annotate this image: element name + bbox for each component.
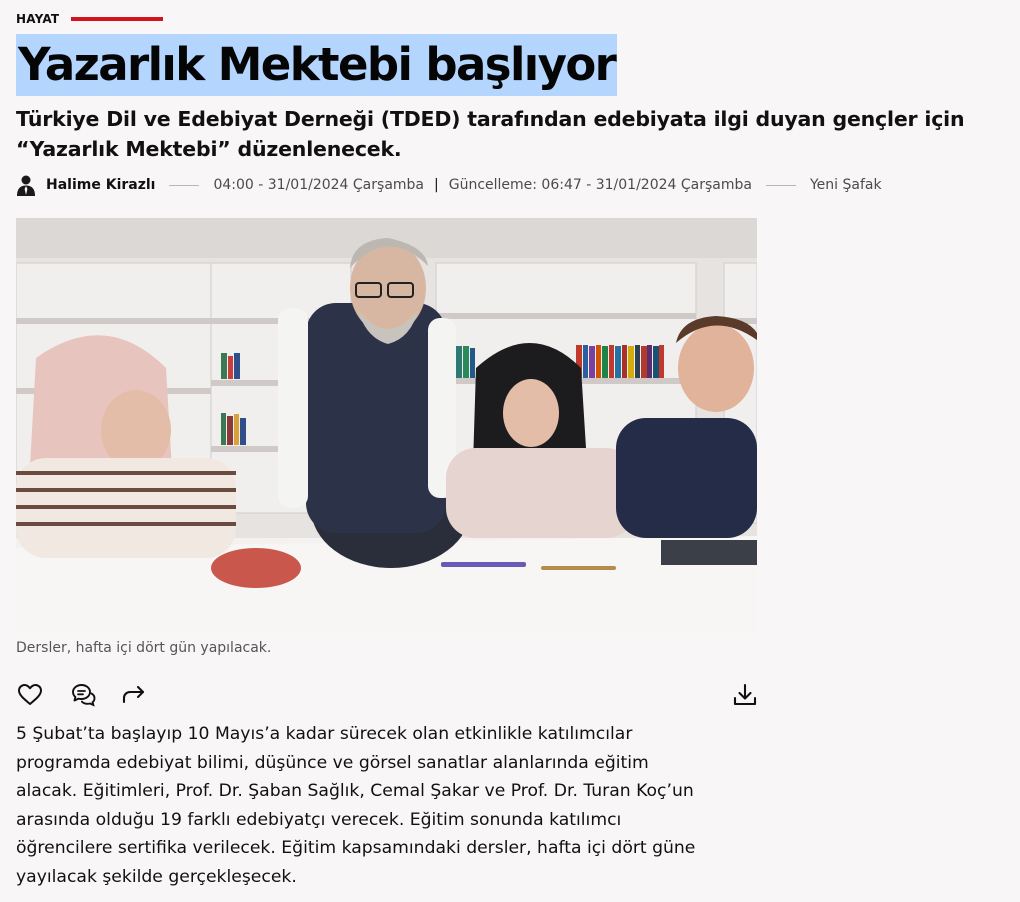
share-arrow-icon <box>120 681 148 709</box>
author-name[interactable]: Halime Kirazlı <box>46 177 156 193</box>
category-label[interactable]: HAYAT <box>16 12 60 26</box>
meta-separator: | <box>434 177 439 193</box>
article-actions <box>16 681 760 709</box>
heart-icon <box>16 681 44 709</box>
article-meta <box>16 172 882 198</box>
article-title: Yazarlık Mektebi başlıyor <box>16 34 617 96</box>
person-icon <box>16 174 36 196</box>
category-accent-line <box>71 17 163 21</box>
title-wrap <box>16 34 617 96</box>
comment-button[interactable] <box>69 681 97 709</box>
share-button[interactable] <box>120 681 148 709</box>
download-button[interactable] <box>731 681 759 709</box>
updated-date: Güncelleme: 06:47 - 31/01/2024 Çarşamba <box>448 177 752 193</box>
comment-icon <box>69 681 97 709</box>
download-icon <box>731 681 759 709</box>
article-subtitle: Türkiye Dil ve Edebiyat Derneği (TDED) tarafından edebiyata ilgi duyan gençler için “Yazarlık Mektebi” düzenlenecek. <box>16 107 965 161</box>
article-photo-illustration <box>16 218 757 633</box>
published-date: 04:00 - 31/01/2024 Çarşamba <box>213 177 424 193</box>
meta-divider <box>766 185 796 186</box>
source-name[interactable]: Yeni Şafak <box>809 177 882 193</box>
like-button[interactable] <box>16 681 44 709</box>
image-caption: Dersler, hafta içi dört gün yapılacak. <box>16 640 272 656</box>
article-photo <box>16 218 757 633</box>
category-row <box>16 12 163 26</box>
article-body: 5 Şubat’ta başlayıp 10 Mayıs’a kadar sürecek olan etkinlikle katılımcılar programda edebiyat bilimi, düşünce ve görsel sanatlar alanlarında eğitim alacak. Eğitimleri, Prof. Dr. Şaban Sağlık, Cemal Şakar ve Prof. Dr. Turan Koç’un arasında olduğu 19 farklı edebiyatçı verecek. Eğitim sonunda katılımcı öğrencilere sertifika verilecek. Eğitim kapsamındaki dersler, hafta içi dört güne yayılacak şekilde gerçekleşecek. <box>16 724 696 887</box>
meta-divider <box>169 185 199 186</box>
